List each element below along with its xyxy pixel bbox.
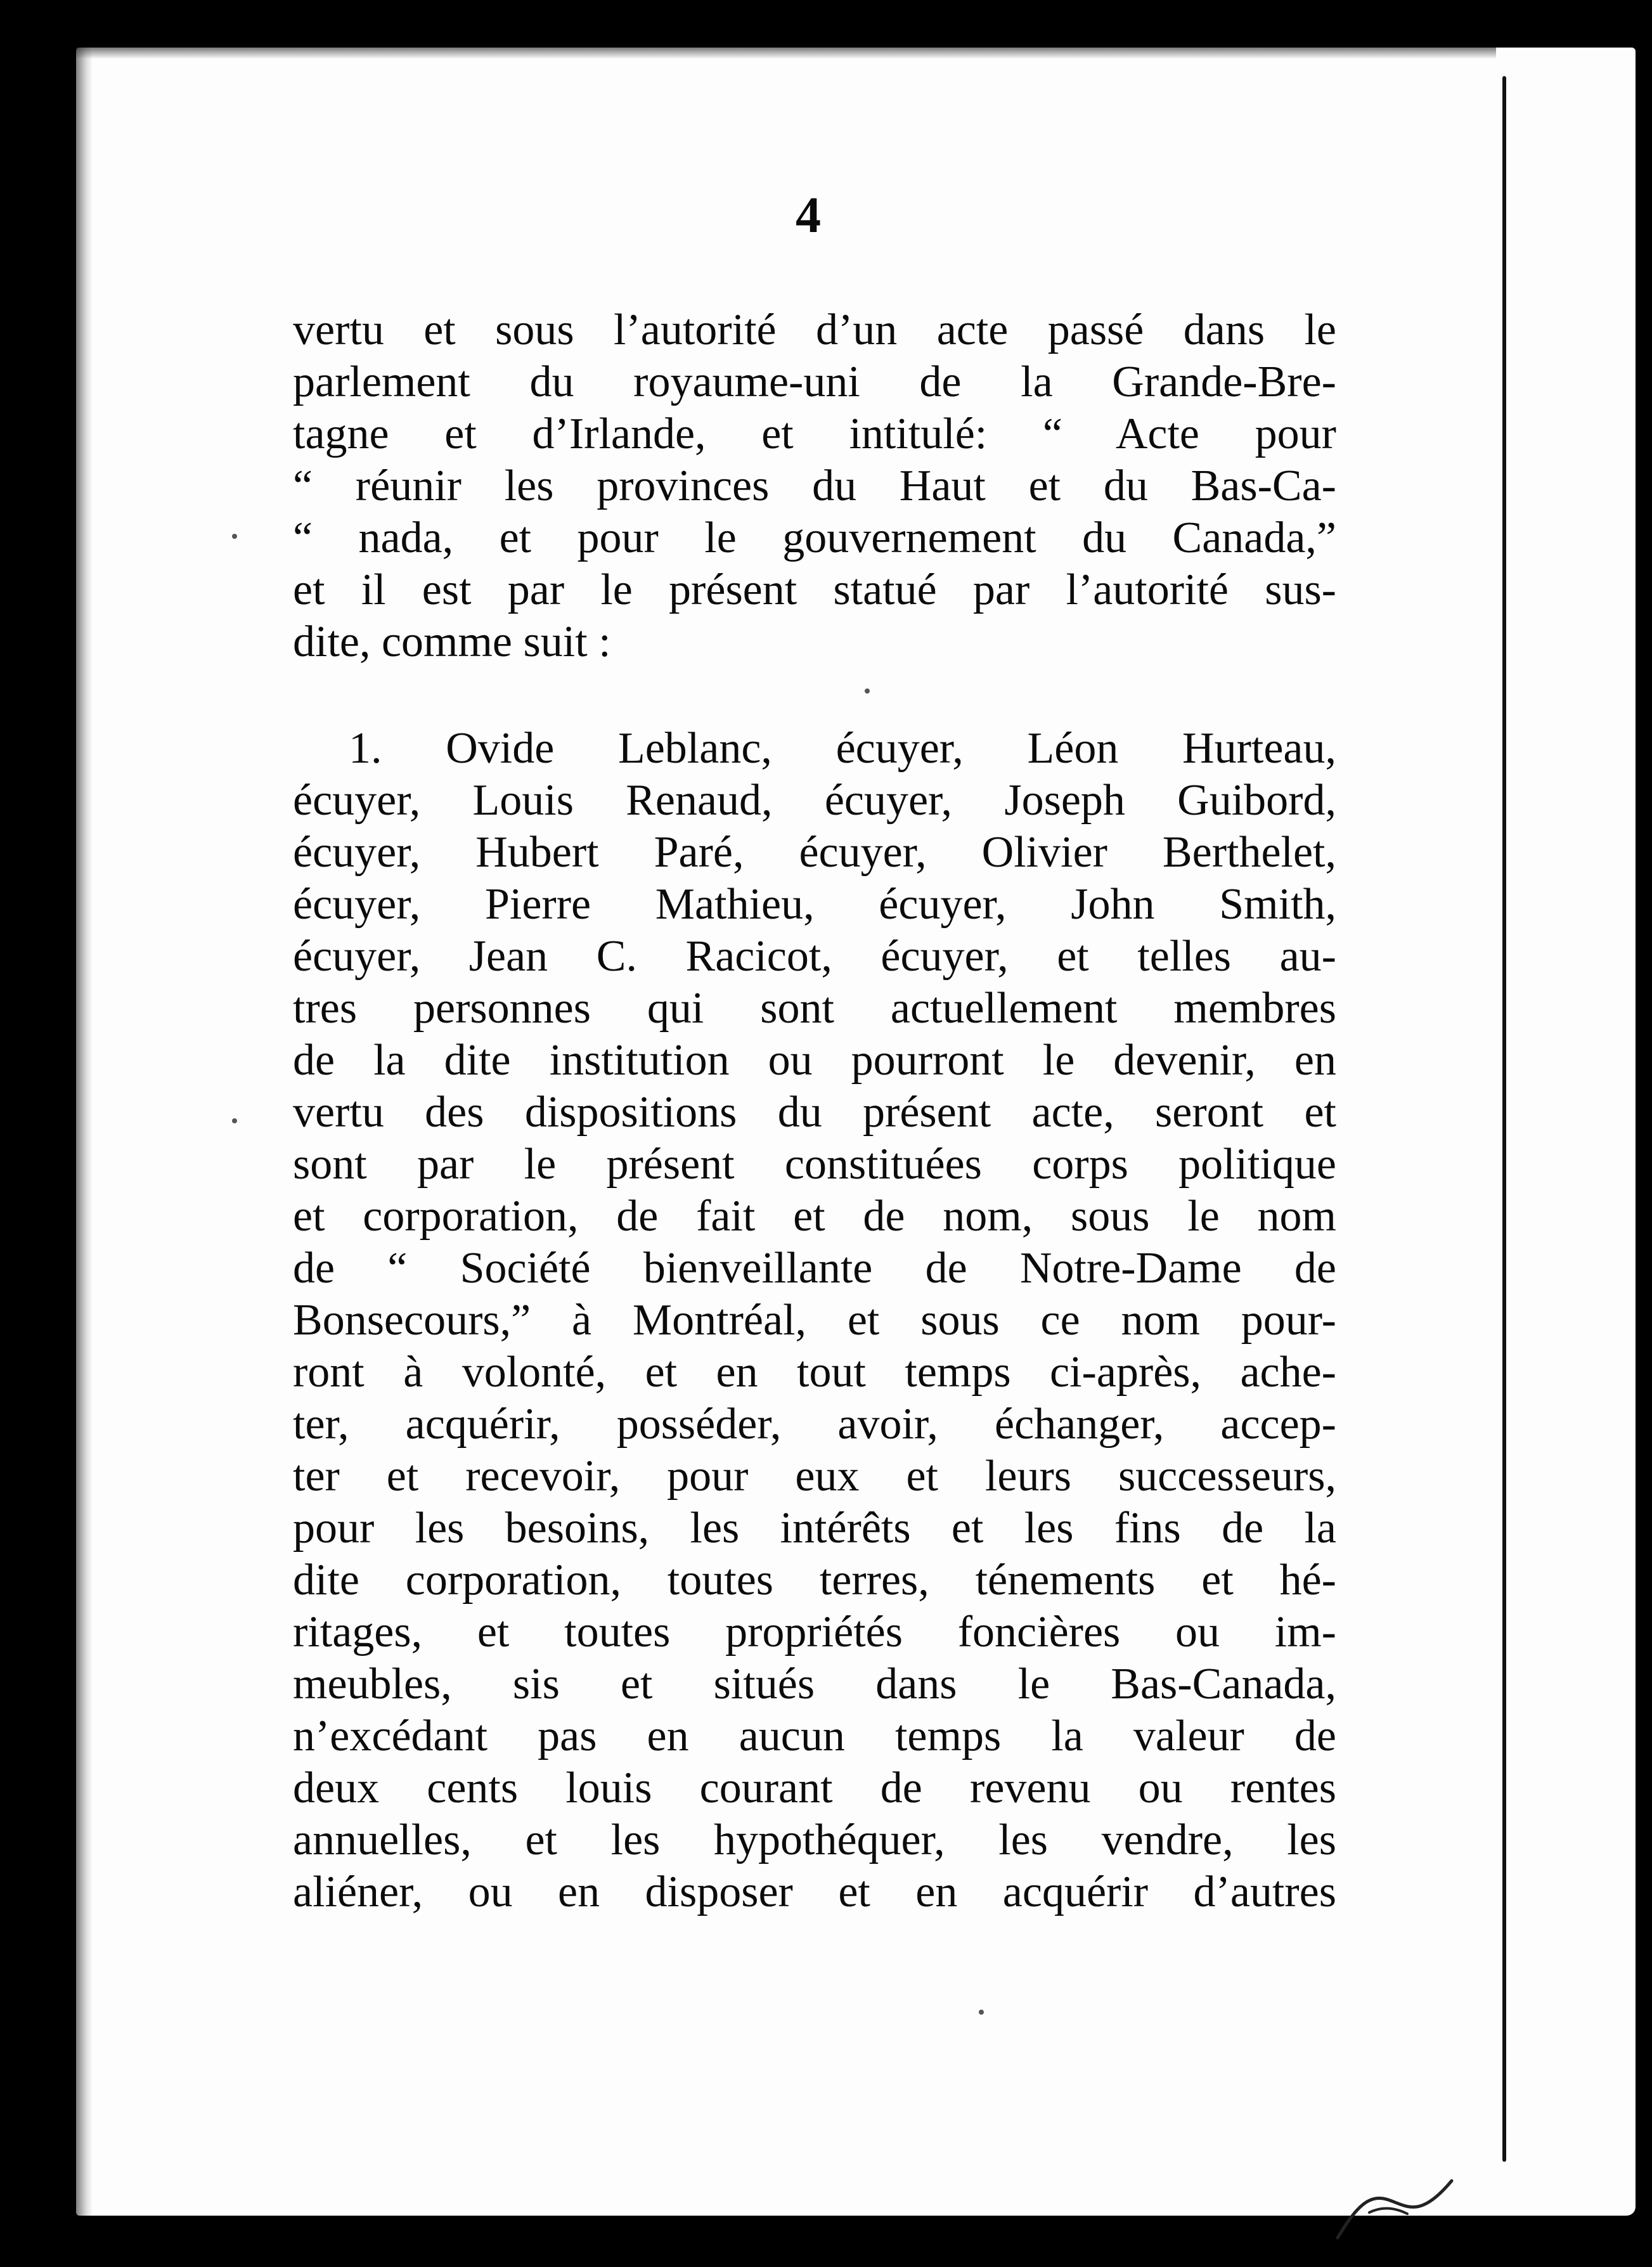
text-line: ter et recevoir, pour eux et leurs successeurs,	[293, 1452, 1336, 1501]
text-line: vertu et sous l’autorité d’un acte passé dans le	[293, 306, 1336, 354]
text-line: sont par le présent constituées corps politique	[293, 1140, 1336, 1189]
text-line: aliéner, ou en disposer et en acquérir d’autres	[293, 1868, 1336, 1916]
scan-speck	[232, 1118, 237, 1123]
text-line: annuelles, et les hypothéquer, les vendre, les	[293, 1816, 1336, 1864]
page-top-edge-shadow	[76, 48, 1496, 59]
text-line: n’excédant pas en aucun temps la valeur de	[293, 1712, 1336, 1760]
text-line: pour les besoins, les intérêts et les fins de la	[293, 1504, 1336, 1553]
text-line: “ réunir les provinces du Haut et du Bas-Ca-	[293, 462, 1336, 510]
text-line: écuyer, Pierre Mathieu, écuyer, John Smith,	[293, 880, 1336, 929]
page-fold-line	[1502, 76, 1506, 2162]
text-line: dite, comme suit :	[293, 617, 611, 666]
text-line: deux cents louis courant de revenu ou rentes	[293, 1764, 1336, 1812]
text-line: ritages, et toutes propriétés foncières ou im-	[293, 1608, 1336, 1657]
text-line: “ nada, et pour le gouvernement du Canada,”	[293, 513, 1336, 562]
text-line: vertu des dispositions du présent acte, seront et	[293, 1088, 1336, 1137]
text-line: parlement du royaume-uni de la Grande-Bre-	[293, 358, 1336, 406]
text-line: et il est par le présent statué par l’autorité sus-	[293, 565, 1336, 614]
text-line: et corporation, de fait et de nom, sous le nom	[293, 1192, 1336, 1241]
text-line: de “ Société bienveillante de Notre-Dame de	[293, 1244, 1336, 1293]
text-line: dite corporation, toutes terres, ténements et hé-	[293, 1556, 1336, 1605]
text-line: ront à volonté, et en tout temps ci-après, ache-	[293, 1348, 1336, 1397]
pen-flourish-mark	[1331, 2168, 1458, 2244]
text-line: meubles, sis et situés dans le Bas-Canada,	[293, 1660, 1336, 1708]
scan-speck	[232, 534, 237, 539]
text-line: tagne et d’Irlande, et intitulé: “ Acte pour	[293, 410, 1336, 458]
text-line: ter, acquérir, posséder, avoir, échanger, accep-	[293, 1400, 1336, 1449]
text-line: tres personnes qui sont actuellement membres	[293, 984, 1336, 1033]
text-line: écuyer, Louis Renaud, écuyer, Joseph Guibord,	[293, 776, 1336, 825]
scan-speck	[979, 2010, 984, 2015]
text-line: Bonsecours,” à Montréal, et sous ce nom pour-	[293, 1296, 1336, 1345]
paragraph-section-1	[293, 723, 1336, 1918]
page-left-edge-shadow	[76, 48, 93, 2216]
paragraph-preamble	[293, 304, 1336, 668]
scan-speck	[865, 688, 870, 694]
text-line: écuyer, Jean C. Racicot, écuyer, et telles au-	[293, 932, 1336, 981]
text-line: de la dite institution ou pourront le devenir, en	[293, 1036, 1336, 1085]
page-number: 4	[796, 188, 821, 243]
text-line: écuyer, Hubert Paré, écuyer, Olivier Berthelet,	[293, 828, 1336, 877]
text-line: 1. Ovide Leblanc, écuyer, Léon Hurteau,	[349, 724, 1336, 773]
